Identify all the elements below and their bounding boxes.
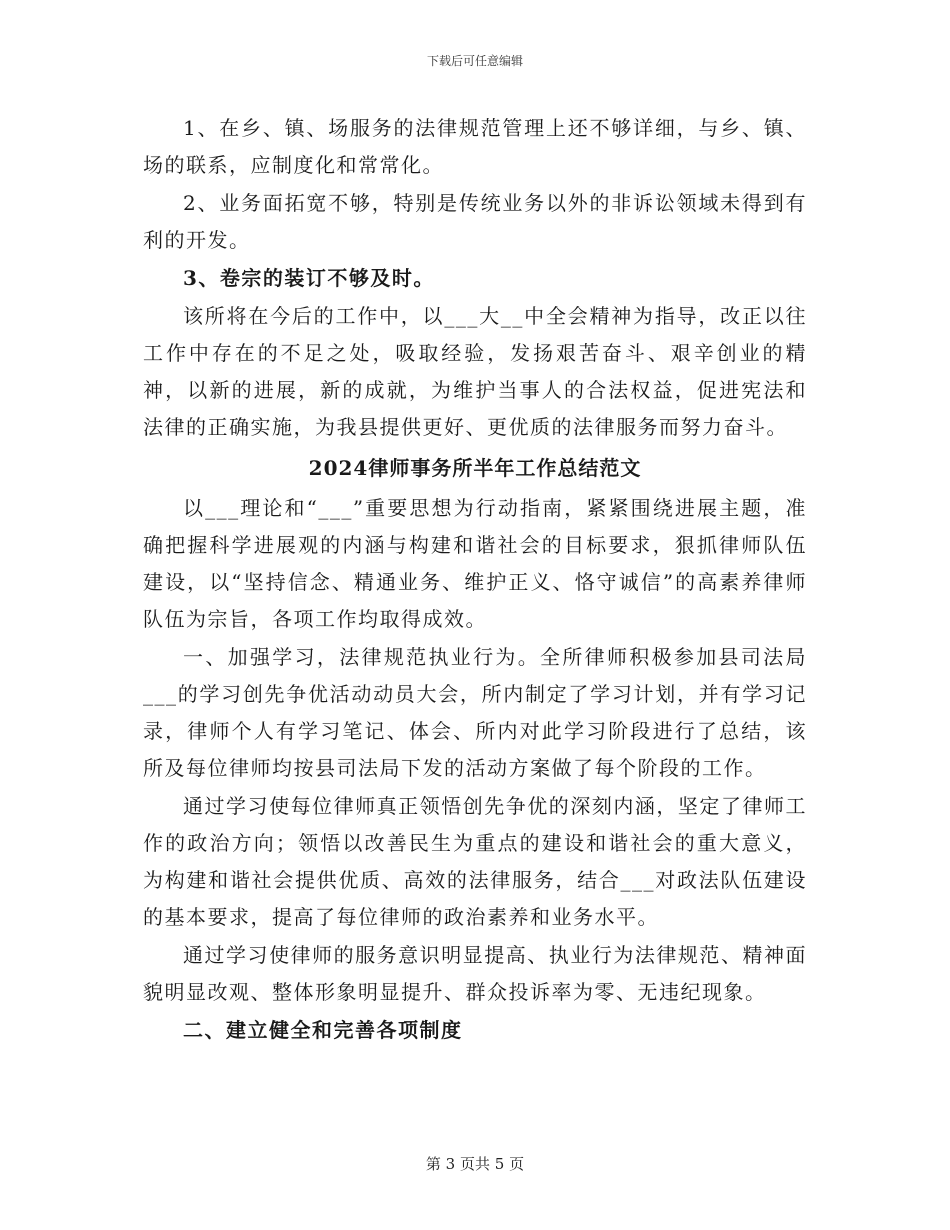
paragraph: 通过学习使每位律师真正领悟创先争优的深刻内涵，坚定了律师工作的政治方向；领悟以改善民生为重点的建设和谐社会的重大意义，为构建和谐社会提供优质、高效的法律服务，结合___对政法队伍建设的基本要求，提高了每位律师的政治素养和业务水平。: [143, 794, 807, 929]
paragraph: 1、在乡、镇、场服务的法律规范管理上还不够详细，与乡、镇、场的联系，应制度化和常常化。: [143, 116, 807, 177]
paragraph: 二、建立健全和完善各项制度: [183, 1018, 463, 1042]
paragraph-group-top: [143, 110, 807, 446]
paragraph-group-bottom: [143, 490, 807, 1049]
paragraph: 3、卷宗的装订不够及时。: [183, 266, 435, 290]
paragraph: 该所将在今后的工作中，以___大__中全会精神为指导，改正以往工作中存在的不足之处，吸取经验，发扬艰苦奋斗、艰辛创业的精神，以新的进展，新的成就，为维护当事人的合法权益，促进宪法和法律的正确实施，为我县提供更好、更优质的法律服务而努力奋斗。: [143, 304, 807, 439]
paragraph: 通过学习使律师的服务意识明显提高、执业行为法律规范、精神面貌明显改观、整体形象明显提升、群众投诉率为零、无违纪现象。: [143, 943, 807, 1004]
document-body: [143, 110, 807, 1050]
page-footer: 第 3 页共 5 页: [425, 1155, 525, 1173]
paragraph: 以___理论和“___”重要思想为行动指南，紧紧围绕进展主题，准确把握科学进展观的内涵与构建和谐社会的目标要求，狠抓律师队伍建设，以“坚持信念、精通业务、维护正义、恪守诚信”的高素养律师队伍为宗旨，各项工作均取得成效。: [143, 496, 807, 631]
paragraph: 一、加强学习，法律规范执业行为。全所律师积极参加县司法局___的学习创先争优活动动员大会，所内制定了学习计划，并有学习记录，律师个人有学习笔记、体会、所内对此学习阶段进行了总结，该所及每位律师均按县司法局下发的活动方案做了每个阶段的工作。: [143, 645, 807, 780]
page-header: 下载后可任意编辑: [426, 54, 523, 68]
paragraph: 2、业务面拓宽不够，特别是传统业务以外的非诉讼领域未得到有利的开发。: [143, 191, 807, 252]
section-title: 2024律师事务所半年工作总结范文: [308, 456, 642, 480]
